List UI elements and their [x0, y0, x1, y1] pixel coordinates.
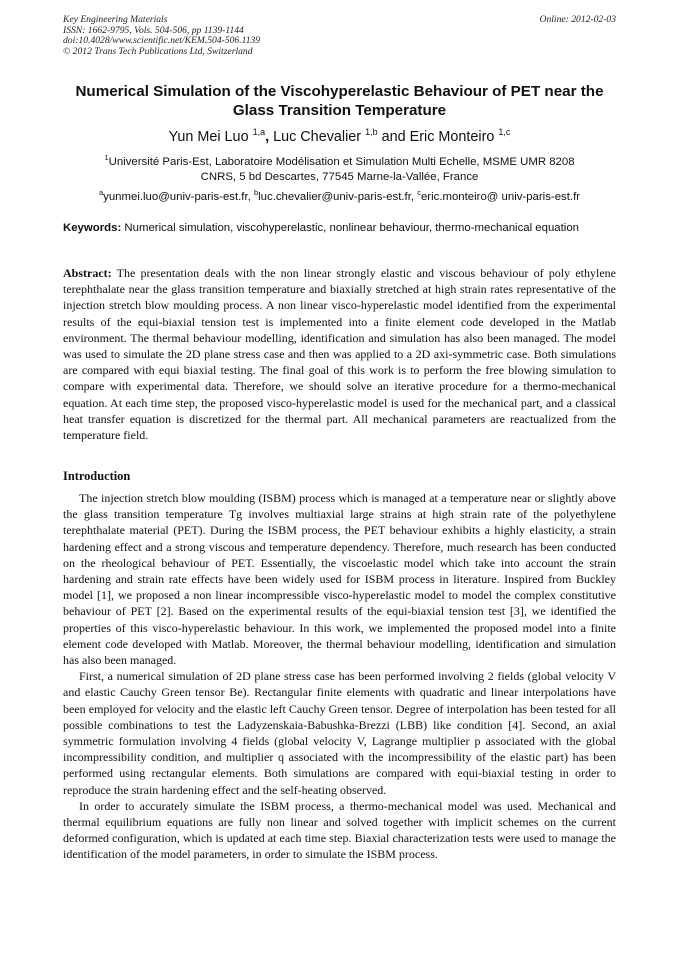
email-link[interactable]: yunmei.luo@univ-paris-est.fr, — [103, 191, 251, 203]
email-mark: b — [253, 188, 259, 197]
online-date: Online: 2012-02-03 — [539, 14, 616, 25]
journal-name: Key Engineering Materials — [63, 14, 168, 25]
introduction-body — [63, 490, 616, 863]
author-separator: , — [265, 129, 270, 145]
affiliation-line-2: CNRS, 5 bd Descartes, 77545 Marne-la-Vallée, France — [200, 171, 479, 183]
abstract-text: The presentation deals with the non linear strongly elastic and viscous behaviour of poly ethylene terephthalate near the glass transition temperature and biaxially stretched at high strain rates representative of the injection stretch blow moulding process. A non linear visco-hyperelastic model identified from the experimental results of the equi-biaxial tension test is implemented into a finite element code developed in the Matlab environment. The thermal behaviour modelling, identification and simulation has also been managed. The model was used to simulate the 2D plane stress case and then was applied to a 2D axi-symmetric case. Both simulations are compared with equi biaxial testing. The final goal of this work is to perform the free blowing simulation to compare with experimental data. Therefore, we should solve an iterative procedure for a thermo-mechanical equation. At each time step, the proposed visco-hyperelastic model is used for the mechanical part, and a classical heat transfer equation is discretized for the thermal part. All mechanical parameters are reactualized from the temperature field. — [63, 266, 616, 443]
abstract — [63, 265, 616, 443]
keywords — [63, 221, 616, 236]
email-link[interactable]: eric.monteiro@ univ-paris-est.fr — [420, 191, 581, 203]
paper-title: Numerical Simulation of the Viscohyperelastic Behaviour of PET near the Glass Transition Temperature — [75, 83, 604, 119]
author-list — [63, 122, 616, 147]
email-mark: c — [417, 188, 421, 197]
author-affil-mark: 1,a — [252, 127, 266, 137]
section-heading-introduction: Introduction — [63, 469, 131, 483]
issn-line: ISSN: 1662-9795, Vols. 504-506, pp 1139-1144 — [63, 24, 244, 36]
paragraph: First, a numerical simulation of 2D plane stress case has been performed involving 2 fields (global velocity V and elastic Cauchy Green tensor Be). Rectangular finite elements with quadratic and linear interpolations have been employed for velocity and the elastic left Cauchy Green tensor. Degree of interpolation has been tested for all possible combinations to test the Ladyzenskaia-Babushka-Brezzi (LBB) like condition [4]. Second, an axial symmetric formulation involving 4 fields (global velocity V, Lagrange multiplier p associated with the global incompressibility condition, and multiplier q associated with the incompressibility of the elastic part) has been performed using rectangular elements. Both simulations are compared with equi-biaxial testing in order to reproduce the strain hardening effect and the self-heating observed. — [63, 669, 616, 797]
author-name: Yun Mei Luo — [168, 129, 249, 145]
keywords-text: Numerical simulation, viscohyperelastic, nonlinear behaviour, thermo-mechanical equation — [124, 222, 579, 234]
copyright-line: © 2012 Trans Tech Publications Ltd, Switzerland — [63, 45, 253, 57]
email-mark: a — [98, 188, 104, 197]
affil-mark: 1 — [104, 153, 109, 162]
abstract-label: Abstract: — [63, 266, 112, 280]
affiliation — [63, 150, 616, 185]
doi-line: doi:10.4028/www.scientific.net/KEM.504-506.1139 — [63, 35, 261, 47]
author-affil-mark: 1,c — [498, 127, 511, 137]
email-link[interactable]: luc.chevalier@univ-paris-est.fr, — [258, 191, 415, 203]
keywords-label: Keywords: — [63, 222, 122, 234]
author-name: Luc Chevalier — [273, 129, 362, 145]
author-conjunction: and — [381, 129, 406, 145]
author-emails — [63, 185, 616, 205]
journal-header — [63, 15, 616, 57]
author-name: Eric Monteiro — [409, 129, 495, 145]
paragraph: The injection stretch blow moulding (ISBM) process which is managed at a temperature near or slightly above the glass transition temperature Tg involves multiaxial large strains at high strain rate of the polyethylene terephthalate material (PET). During the ISBM process, the PET behaviour exhibits a highly elasticity, a strain hardening effect and a strong viscous and temperature dependency. Therefore, much research has been conducted on the rheological behaviour of PET. Essentially, the viscoelastic model which take into account the strain hardening and strain rate effects have been widely used for ISBM process in literature. Inspired from Buckley model [1], we proposed a non linear incompressible visco-hyperelastic model to model the complex constitutive behaviour of PET [2]. Based on the experimental results of the equi-biaxial tension test [3], we identified the properties of this visco-hyperelastic behaviour. In this work, we implemented the proposed model into a finite element code developed with Matlab. Moreover, the thermal behaviour modelling, identification and simulation has also been managed. — [63, 491, 616, 668]
affiliation-line-1: Université Paris-Est, Laboratoire Modélisation et Simulation Multi Echelle, MSME UMR 8208 — [108, 156, 575, 168]
author-affil-mark: 1,b — [365, 127, 378, 137]
paragraph: In order to accurately simulate the ISBM process, a thermo-mechanical model was used. Mechanical and thermal equilibrium equations are fully non linear and solved together with implicit schemes on the current deformed configuration, which is updated at each time step. Biaxial characterization tests were used to manage the identification of the model parameters, in order to simulate the ISBM process. — [63, 798, 616, 862]
